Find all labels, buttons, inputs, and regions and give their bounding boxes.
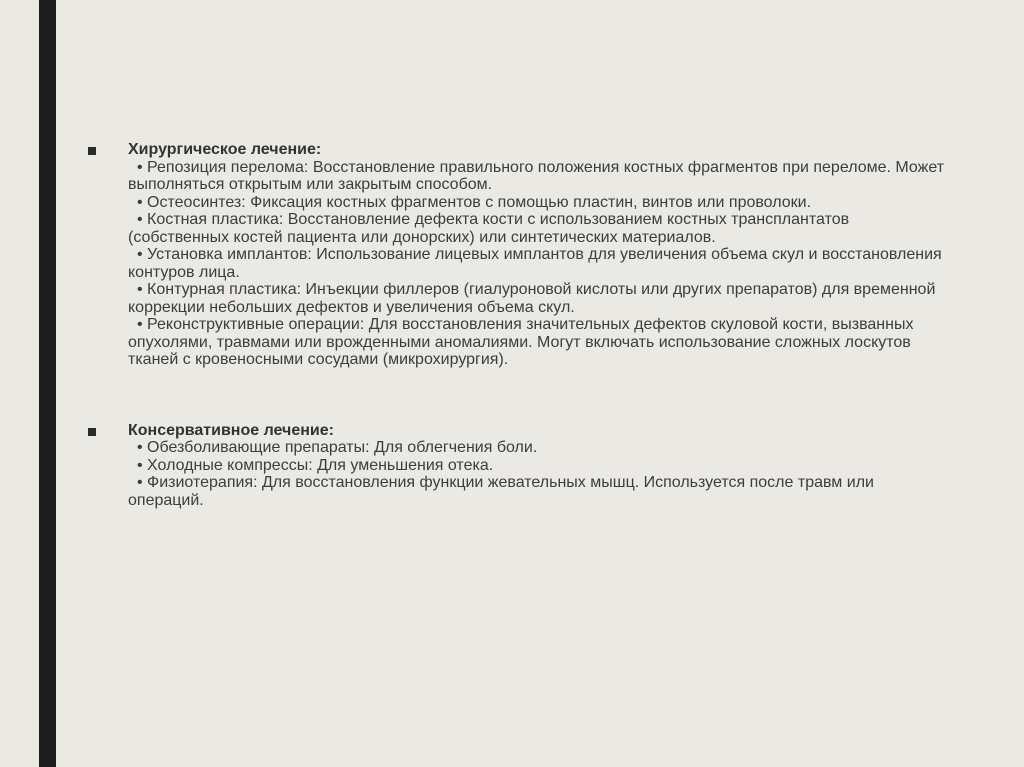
list-item: • Контурная пластика: Инъекции филлеров (гиалуроновой кислоты или других препаратов) для временной коррекции небольших дефектов и увеличения объема скул. [128,281,936,316]
section-heading: Хирургическое лечение: [128,141,322,158]
slide-content [88,141,948,509]
list-item: • Обезболивающие препараты: Для облегчения боли. [137,439,538,456]
square-bullet-icon [88,147,96,155]
list-item: • Установка имплантов: Использование лицевых имплантов для увеличения объема скул и восстановления контуров лица. [128,246,942,281]
list-item: • Костная пластика: Восстановление дефекта кости с использованием костных трансплантатов (собственных костей пациента или донорских) или синтетических материалов. [128,211,850,246]
section-heading: Консервативное лечение: [128,421,334,439]
left-accent-bar [39,0,56,767]
list-item: • Физиотерапия: Для восстановления функции жевательных мышц. Используется после травм или операций. [128,474,874,509]
list-item: • Реконструктивные операции: Для восстановления значительных дефектов скуловой кости, вызванных опухолями, травмами или врожденными аномалиями. Могут включать использование сложных лоскутов тканей с кровеносными сосудами (микрохирургия). [128,316,914,368]
square-bullet-icon [88,428,96,436]
list-item: • Репозиция перелома: Восстановление правильного положения костных фрагментов при переломе. Может выполняться открытым или закрытым способом. [128,158,945,193]
section-body [128,141,948,369]
list-item: • Холодные компрессы: Для уменьшения отека. [137,456,494,474]
list-item: • Остеосинтез: Фиксация костных фрагментов с помощью пластин, винтов или проволоки. [137,193,812,211]
section-conservative-treatment [88,422,948,510]
section-body [128,422,948,510]
section-surgical-treatment [88,141,948,369]
